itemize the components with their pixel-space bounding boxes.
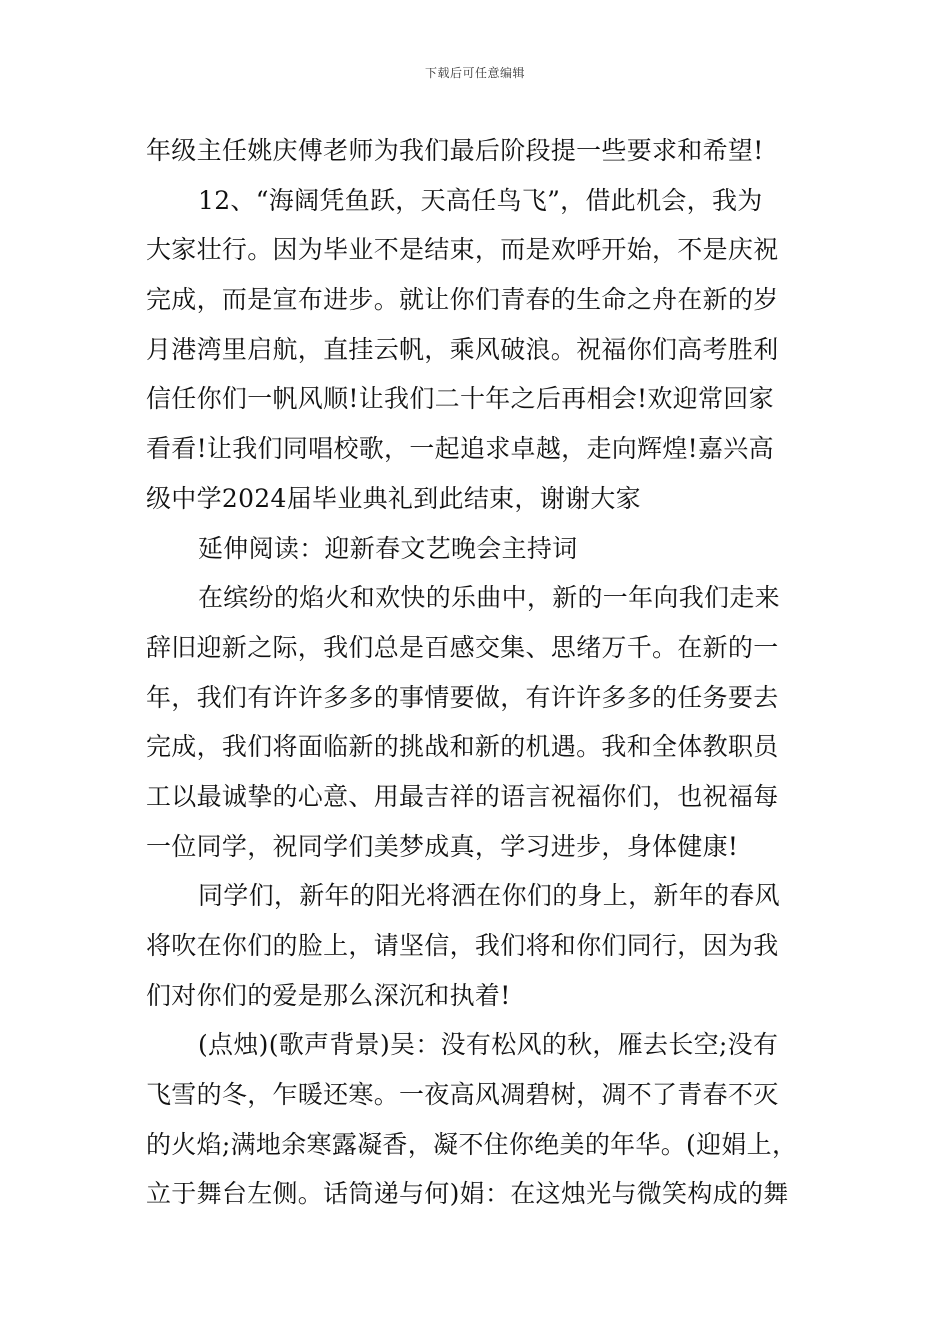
text-line: 延伸阅读：迎新春文艺晚会主持词 [198,533,578,563]
text-line: 12、“海阔凭鱼跃，天高任鸟飞”，借此机会，我为 [198,185,763,215]
text-line: 立于舞台左侧。话筒递与何)娟：在这烛光与微笑构成的舞 [146,1179,789,1209]
text-line: 年，我们有许许多多的事情要做，有许许多多的任务要去 [146,682,779,712]
text-line: 一位同学，祝同学们美梦成真，学习进步，身体健康! [146,831,739,861]
page-header: 下载后可任意编辑 [424,66,525,80]
text-line: 辞旧迎新之际，我们总是百感交集、思绪万千。在新的一 [146,632,779,662]
text-line: 看看!让我们同唱校歌，一起追求卓越，走向辉煌!嘉兴高 [146,434,774,464]
text-line: 们对你们的爱是那么深沉和执着! [146,980,511,1010]
text-line: 信任你们一帆风顺!让我们二十年之后再相会!欢迎常回家 [146,384,774,414]
text-line: 同学们，新年的阳光将洒在你们的身上，新年的春风 [198,881,780,911]
text-line: 大家壮行。因为毕业不是结束，而是欢呼开始，不是庆祝 [146,235,779,265]
text-line: 级中学2024届毕业典礼到此结束，谢谢大家 [146,483,641,513]
text-line: 将吹在你们的脸上，请坚信，我们将和你们同行，因为我 [146,931,779,960]
text-line: 年级主任姚庆傅老师为我们最后阶段提一些要求和希望! [146,136,764,165]
text-line: 完成，我们将面临新的挑战和新的机遇。我和全体教职员 [146,732,779,762]
text-line: 完成，而是宣布进步。就让你们青春的生命之舟在新的岁 [146,285,779,315]
text-line: 月港湾里启航，直挂云帆，乘风破浪。祝福你们高考胜利 [146,334,779,364]
text-line: 工以最诚挚的心意、用最吉祥的语言祝福你们，也祝福每 [146,781,779,811]
text-line: 在缤纷的焰火和欢快的乐曲中，新的一年向我们走来 [198,583,780,613]
text-line: 的火焰;满地余寒露凝香，凝不住你绝美的年华。(迎娟上， [146,1129,798,1159]
text-line: (点烛)(歌声背景)吴：没有松风的秋，雁去长空;没有 [198,1030,779,1060]
document-body [146,126,816,1219]
text-line: 飞雪的冬，乍暖还寒。一夜高风凋碧树，凋不了青春不灭 [146,1080,779,1110]
